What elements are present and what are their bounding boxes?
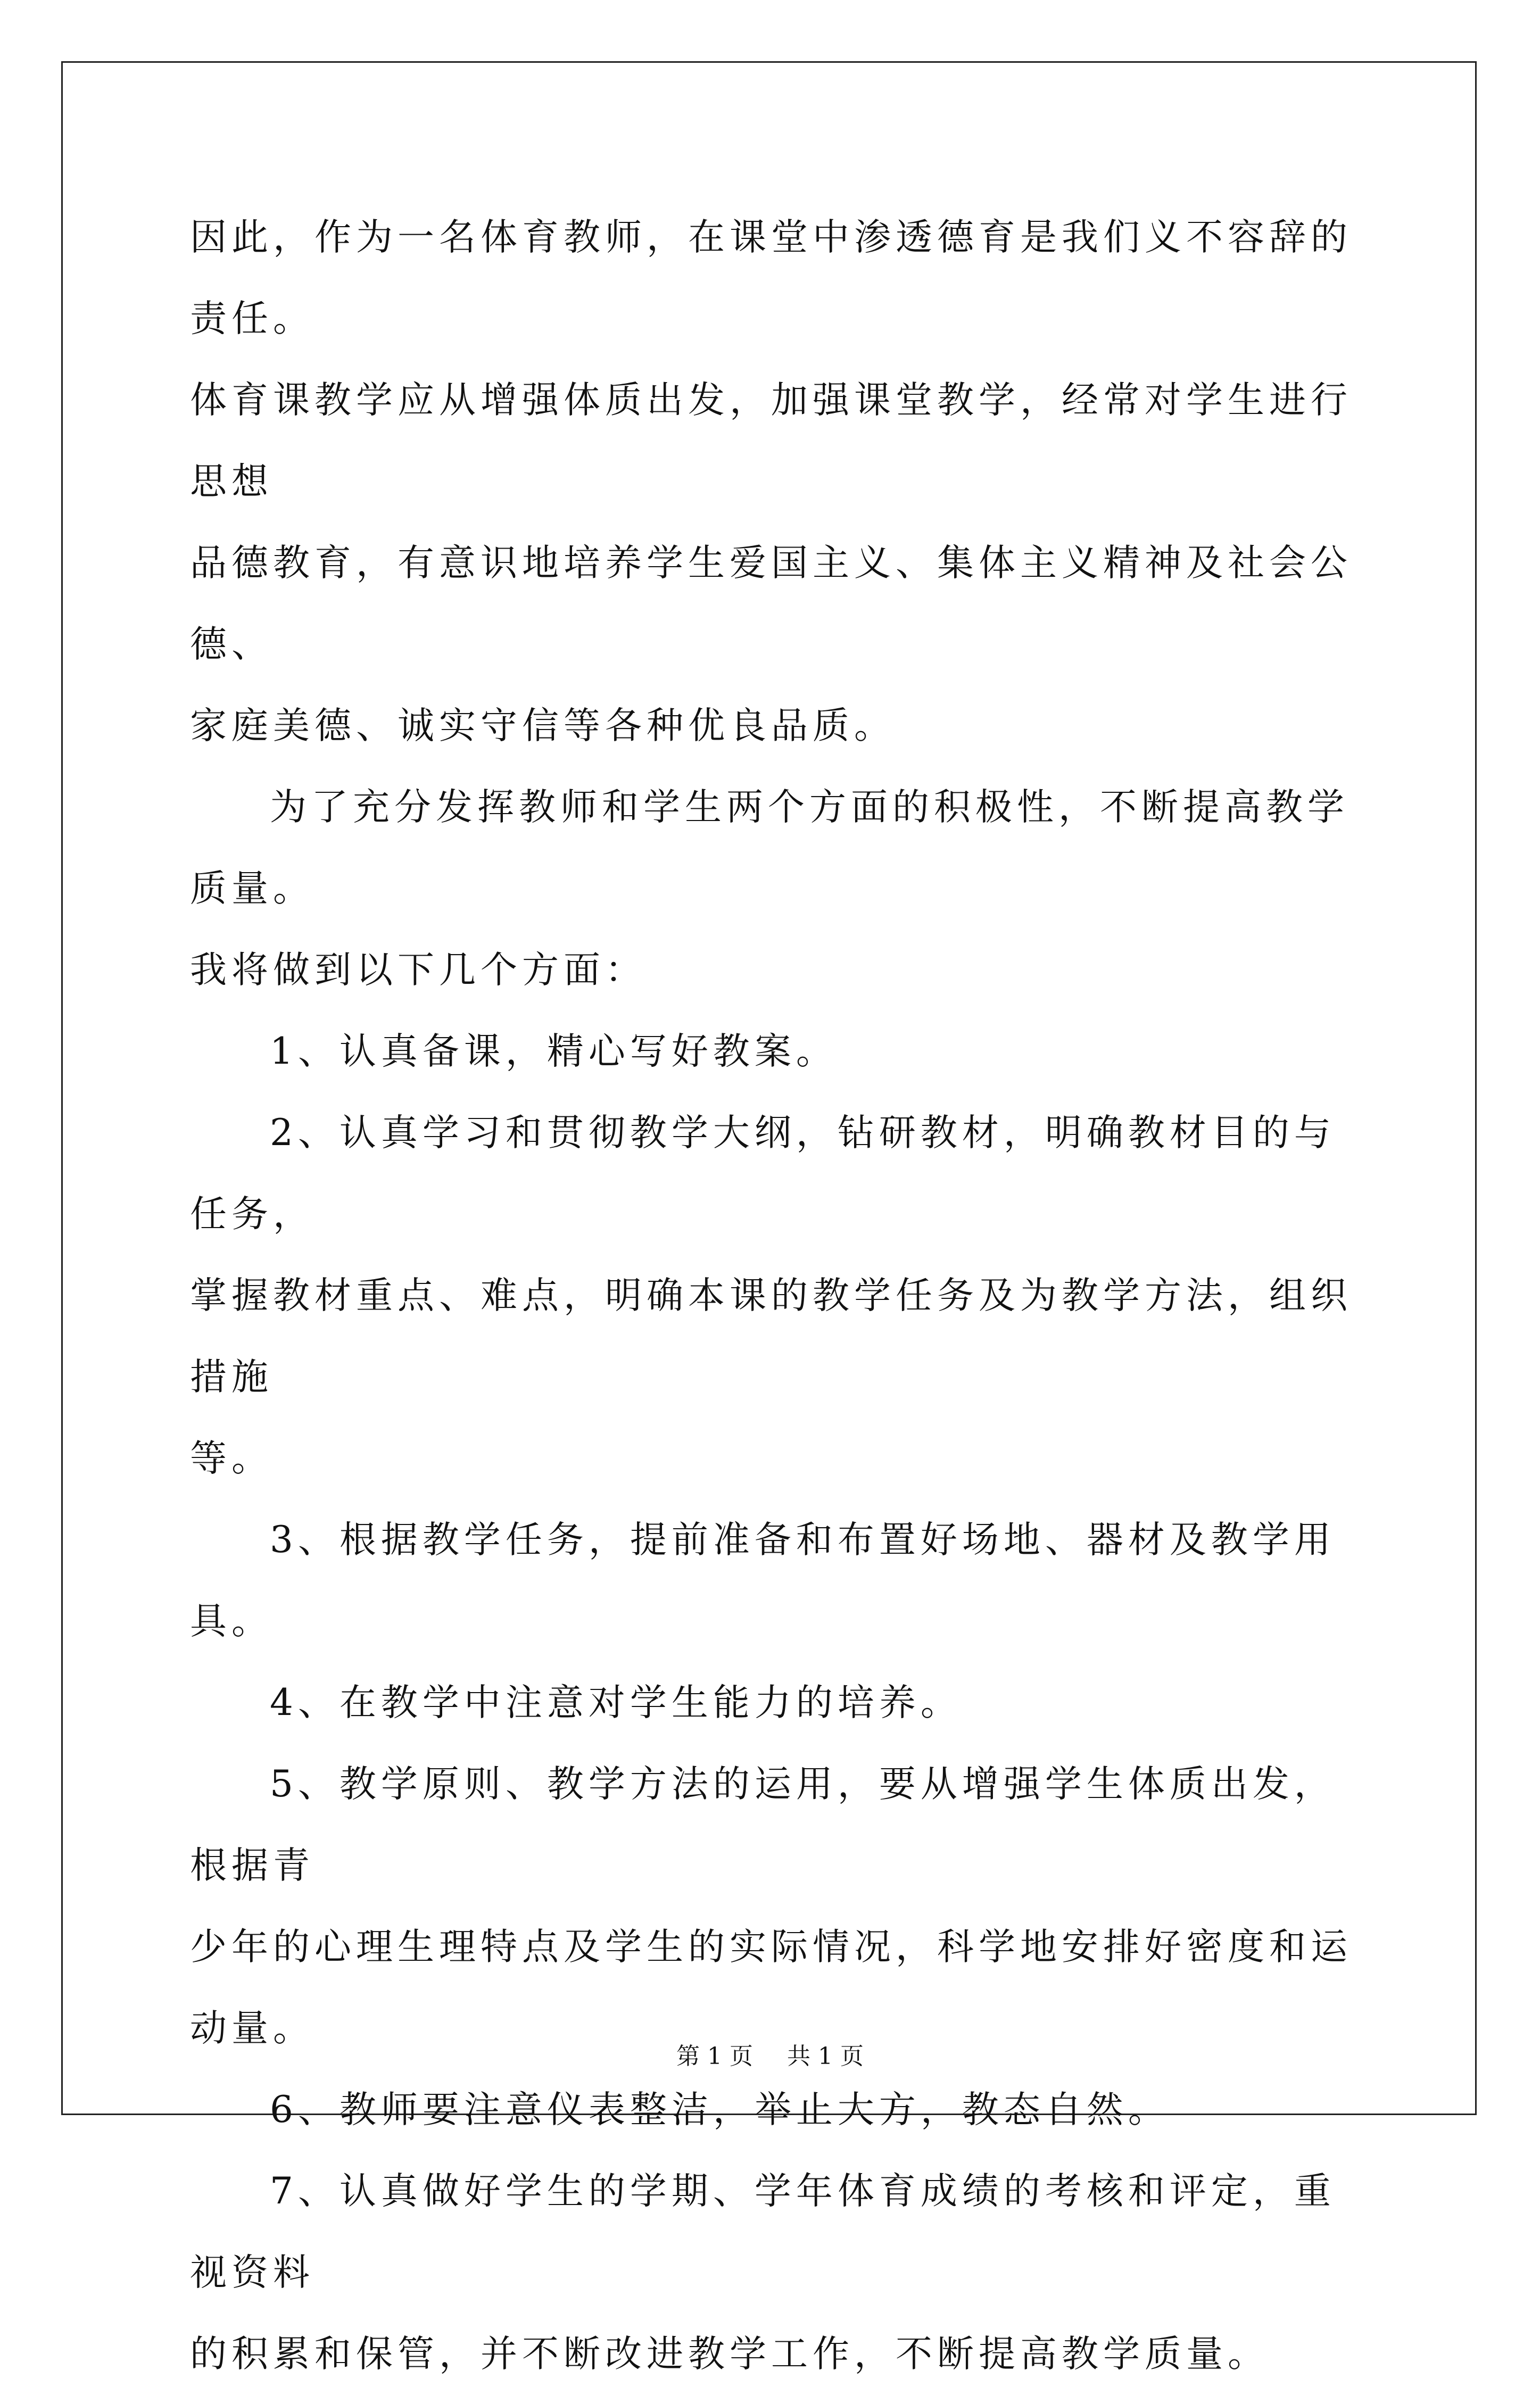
text-line: 少年的心理生理特点及学生的实际情况，科学地安排好密度和运动量。	[190, 1926, 1352, 2050]
text-line: 掌握教材重点、难点，明确本课的教学任务及为教学方法，组织措施	[190, 1274, 1352, 1398]
text-line: 7、认真做好学生的学期、学年体育成绩的考核和评定，重视资料	[190, 2170, 1336, 2294]
page-number-total: 共 1 页	[787, 2043, 864, 2070]
paragraph	[190, 1499, 1361, 1662]
text-line: 6、教师要注意仪表整洁，举止大方，教态自然。	[270, 2089, 1170, 2131]
paragraph	[190, 767, 1361, 1011]
paragraph	[190, 1744, 1361, 2069]
text-line: 1、认真备课，精心写好教案。	[270, 1030, 838, 1073]
text-line: 品德教育，有意识地培养学生爱国主义、集体主义精神及社会公德、	[190, 542, 1352, 666]
text-line: 体育课教学应从增强体质出发，加强课堂教学，经常对学生进行思想	[190, 379, 1352, 503]
text-line: 等。	[190, 1437, 273, 1480]
paragraph	[190, 1092, 1361, 1499]
text-line: 我将做到以下几个方面：	[190, 949, 647, 991]
text-line: 因此，作为一名体育教师，在课堂中渗透德育是我们义不容辞的责任。	[190, 216, 1352, 340]
text-line: 为了充分发挥教师和学生两个方面的积极性，不断提高教学质量。	[190, 786, 1349, 910]
paragraph	[190, 2069, 1361, 2151]
text-line: 家庭美德、诚实守信等各种优良品质。	[190, 705, 896, 747]
page-number-current: 第 1 页	[676, 2043, 753, 2070]
paragraph	[190, 1011, 1361, 1092]
paragraph	[190, 1662, 1361, 1744]
text-line: 的积累和保管，并不断改进教学工作，不断提高教学质量。	[190, 2333, 1269, 2375]
text-line: 5、教学原则、教学方法的运用，要从增强学生体质出发，根据青	[190, 1763, 1336, 1887]
text-line: 2、认真学习和贯彻教学大纲，钻研教材，明确教材目的与任务，	[190, 1112, 1336, 1236]
text-line: 3、根据教学任务，提前准备和布置好场地、器材及教学用具。	[190, 1519, 1336, 1643]
page-footer	[0, 2041, 1540, 2073]
paragraph	[190, 2151, 1361, 2395]
text-line: 4、在教学中注意对学生能力的培养。	[270, 1681, 962, 1724]
paragraph	[190, 197, 1361, 767]
